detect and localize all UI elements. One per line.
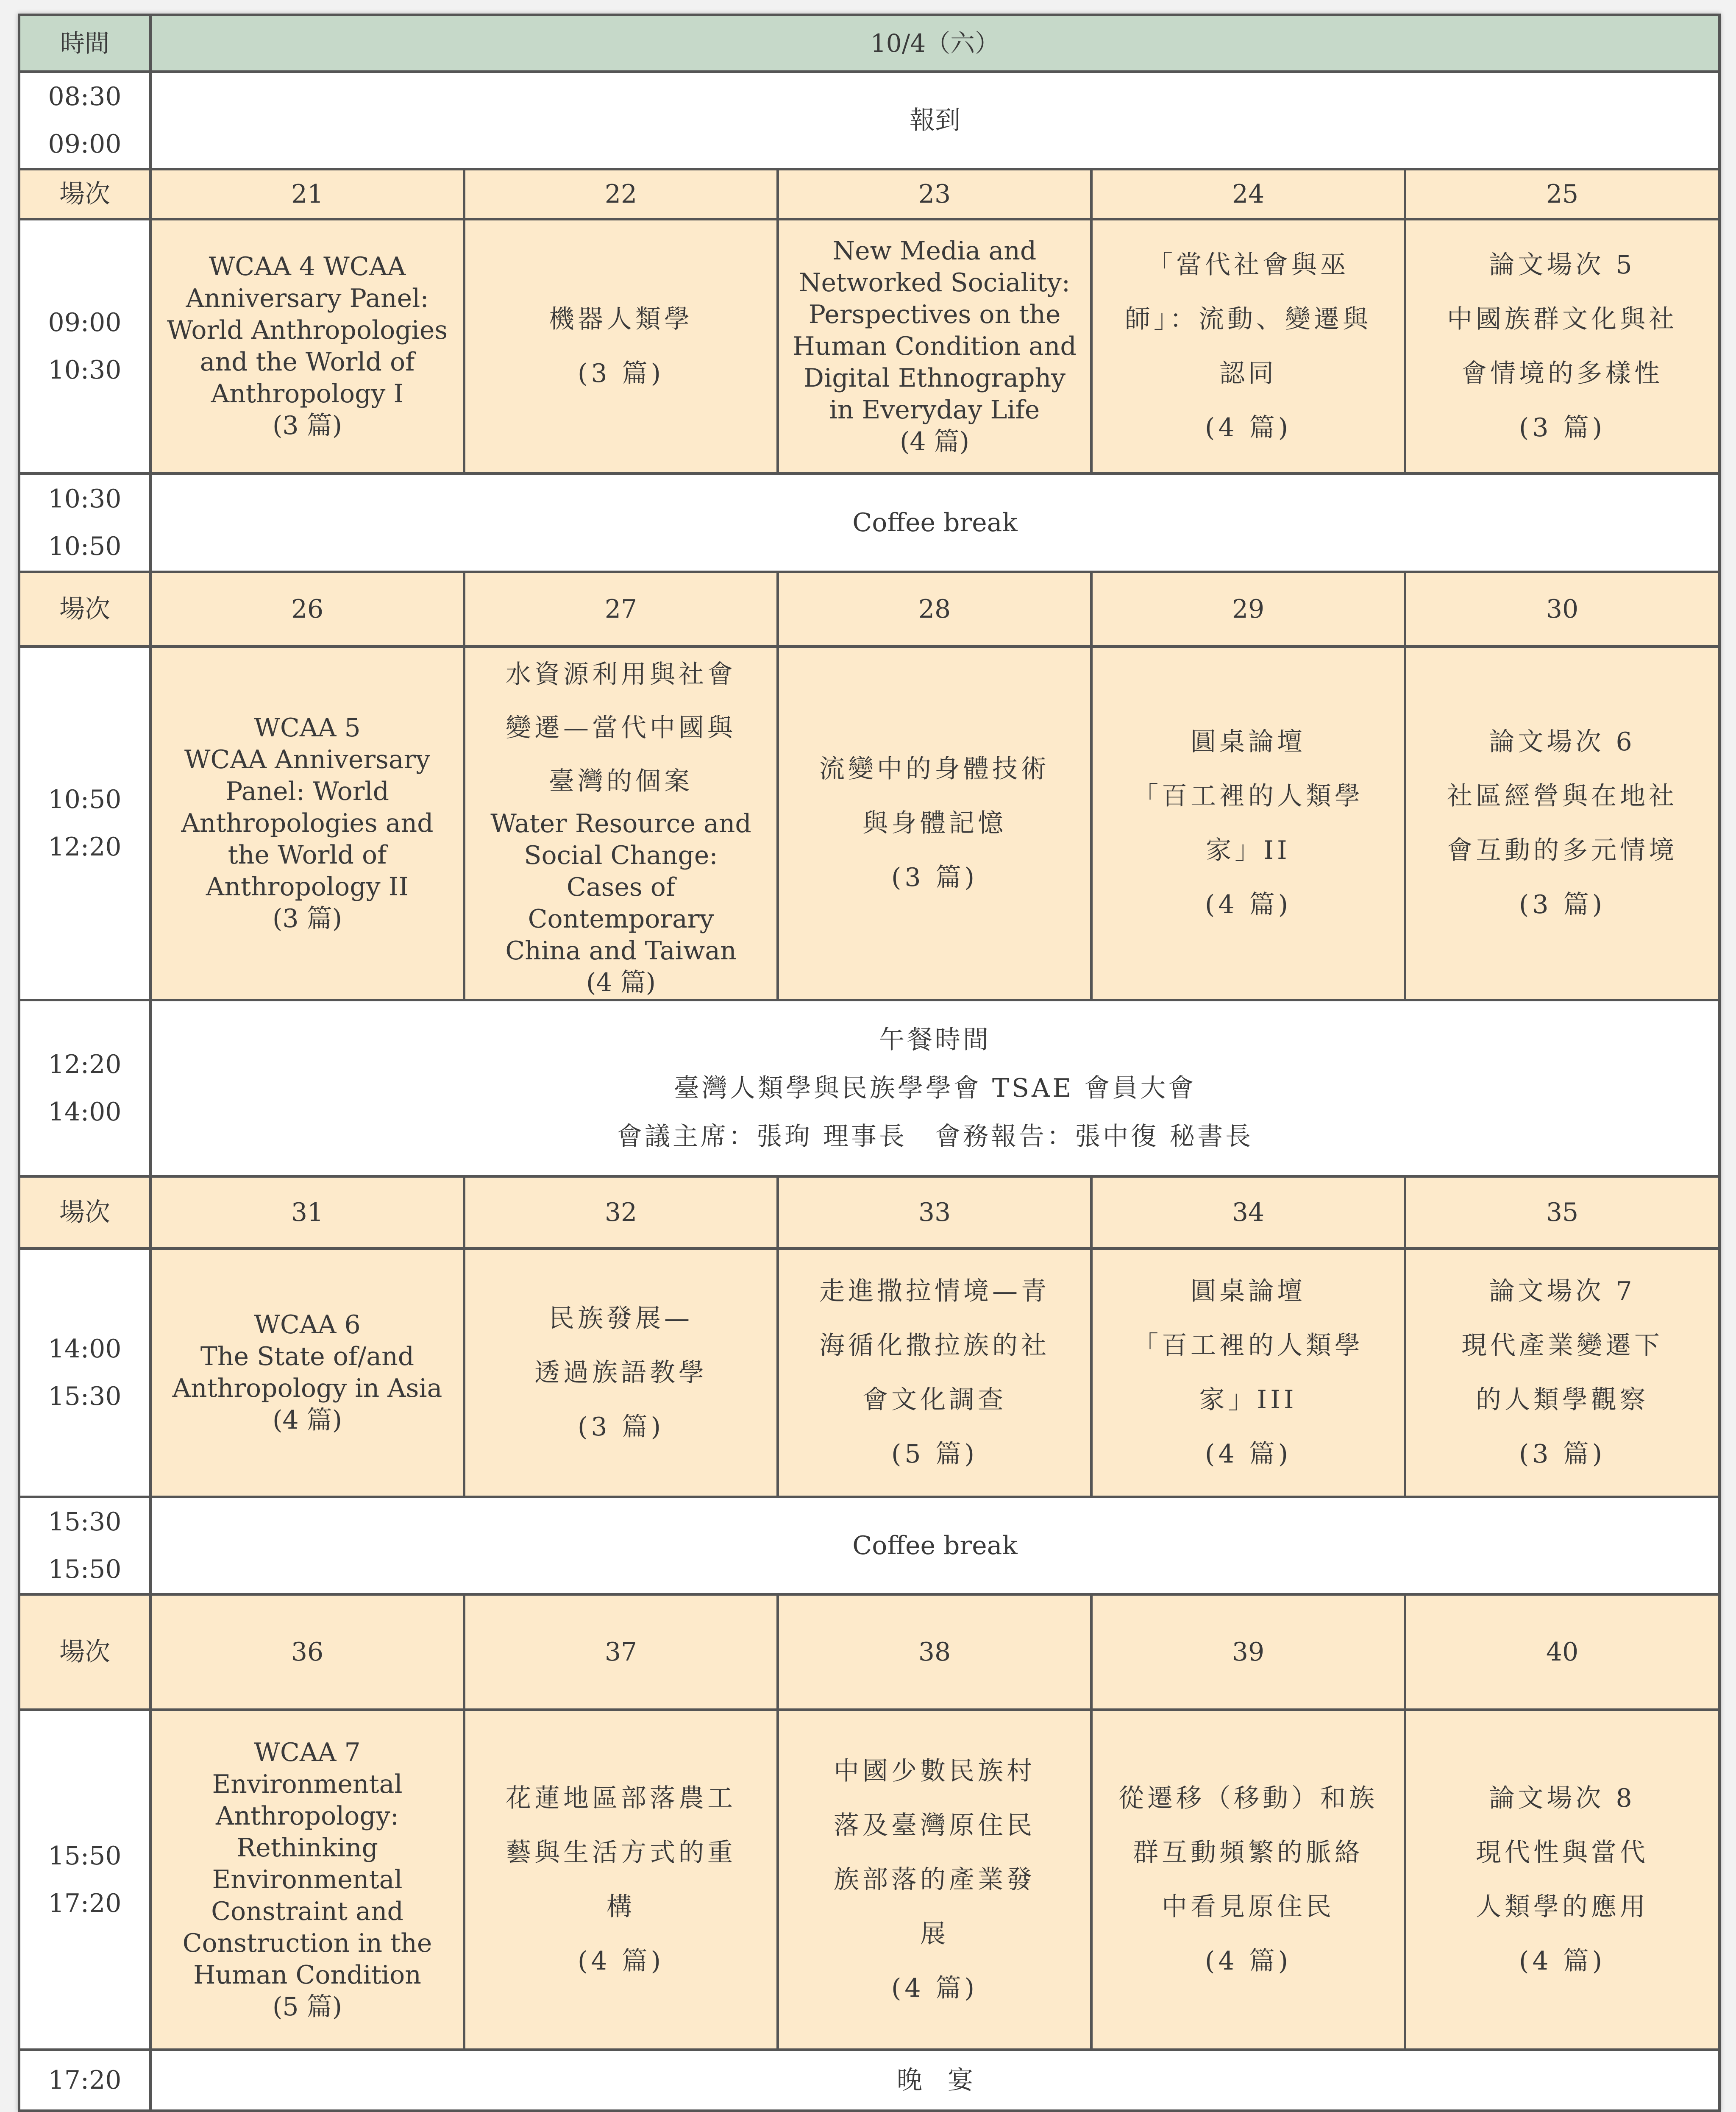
session-cell-37: 花蓮地區部落農工 藝與生活方式的重 構 (4 篇) [464,1710,778,2050]
session-number: 23 [778,169,1091,219]
table-row [19,72,1719,169]
session-number-row [19,1176,1719,1248]
time-cell: 10:50 12:20 [19,646,150,1000]
session-cell-32: 民族發展— 透過族語教學 (3 篇) [464,1248,778,1497]
session-number: 22 [464,169,778,219]
table-row [19,646,1719,1000]
session-number: 27 [464,572,778,646]
session-number: 24 [1091,169,1405,219]
table-row [19,219,1719,474]
time-cell: 08:30 09:00 [19,72,150,169]
session-cell-23: New Media and Networked Sociality: Perspectives on the Human Condition and Digital Ethnography in Everyday Life (4 篇) [778,219,1091,474]
session-number: 38 [778,1594,1091,1710]
session-number: 39 [1091,1594,1405,1710]
session-cell-27: 水資源利用與社會 變遷—當代中國與 臺灣的個案 Water Resource and Social Change: Cases of Contemporary China and Taiwan (4 篇) [464,646,778,1000]
session-cell-33: 走進撒拉情境—青 海循化撒拉族的社 會文化調查 (5 篇) [778,1248,1091,1497]
session-number: 30 [1405,572,1719,646]
lunch-cell: 午餐時間 臺灣人類學與民族學學會 TSAE 會員大會 會議主席：張珣 理事長 會務報告：張中復 秘書長 [150,1000,1719,1176]
session-cell-22: 機器人類學 (3 篇) [464,219,778,474]
coffee-break-cell: Coffee break [150,1497,1719,1594]
session-number-row [19,1594,1719,1710]
time-cell: 15:50 17:20 [19,1710,150,2050]
session-label: 場次 [19,572,150,646]
table-row [19,1000,1719,1176]
session-cell-24: 「當代社會與巫 師」：流動、變遷與 認同 (4 篇) [1091,219,1405,474]
session-number: 29 [1091,572,1405,646]
time-cell: 12:20 14:00 [19,1000,150,1176]
session-number-row [19,169,1719,219]
session-label: 場次 [19,1176,150,1248]
session-number: 28 [778,572,1091,646]
session-cell-28: 流變中的身體技術 與身體記憶 (3 篇) [778,646,1091,1000]
time-cell: 10:30 10:50 [19,474,150,572]
session-number: 34 [1091,1176,1405,1248]
session-number: 26 [150,572,464,646]
session-number: 33 [778,1176,1091,1248]
session-number: 32 [464,1176,778,1248]
table-row [19,1497,1719,1594]
session-cell-35: 論文場次 7 現代產業變遷下 的人類學觀察 (3 篇) [1405,1248,1719,1497]
coffee-break-cell: Coffee break [150,474,1719,572]
session-number: 37 [464,1594,778,1710]
time-cell: 15:30 15:50 [19,1497,150,1594]
session-number: 21 [150,169,464,219]
schedule-table [18,14,1721,2112]
dinner-cell: 晚 宴 [150,2050,1719,2111]
session-number: 36 [150,1594,464,1710]
table-header-row [19,15,1719,72]
session-label: 場次 [19,169,150,219]
table-row [19,1710,1719,2050]
table-row [19,2050,1719,2111]
session-cell-34: 圓桌論壇 「百工裡的人類學 家」III (4 篇) [1091,1248,1405,1497]
session-cell-29: 圓桌論壇 「百工裡的人類學 家」II (4 篇) [1091,646,1405,1000]
session-number: 40 [1405,1594,1719,1710]
session-cell-39: 從遷移（移動）和族 群互動頻繁的脈絡 中看見原住民 (4 篇) [1091,1710,1405,2050]
session-label: 場次 [19,1594,150,1710]
time-cell: 14:00 15:30 [19,1248,150,1497]
session-number: 25 [1405,169,1719,219]
session-cell-26: WCAA 5 WCAA Anniversary Panel: World Anthropologies and the World of Anthropology II (3 篇) [150,646,464,1000]
session-cell-25: 論文場次 5 中國族群文化與社 會情境的多樣性 (3 篇) [1405,219,1719,474]
session-cell-36: WCAA 7 Environmental Anthropology: Rethinking Environmental Constraint and Construction in the Human Condition (5 篇) [150,1710,464,2050]
time-cell: 09:00 10:30 [19,219,150,474]
time-column-header: 時間 [19,15,150,72]
time-cell: 17:20 [19,2050,150,2111]
table-row [19,1248,1719,1497]
date-header: 10/4（六） [150,15,1719,72]
session-number: 35 [1405,1176,1719,1248]
checkin-cell: 報到 [150,72,1719,169]
session-cell-40: 論文場次 8 現代性與當代 人類學的應用 (4 篇) [1405,1710,1719,2050]
session-cell-38: 中國少數民族村 落及臺灣原住民 族部落的產業發 展 (4 篇) [778,1710,1091,2050]
session-number-row [19,572,1719,646]
session-cell-31: WCAA 6 The State of/and Anthropology in Asia (4 篇) [150,1248,464,1497]
session-number: 31 [150,1176,464,1248]
session-cell-21: WCAA 4 WCAA Anniversary Panel: World Anthropologies and the World of Anthropology I (3 篇) [150,219,464,474]
session-cell-30: 論文場次 6 社區經營與在地社 會互動的多元情境 (3 篇) [1405,646,1719,1000]
table-row [19,474,1719,572]
